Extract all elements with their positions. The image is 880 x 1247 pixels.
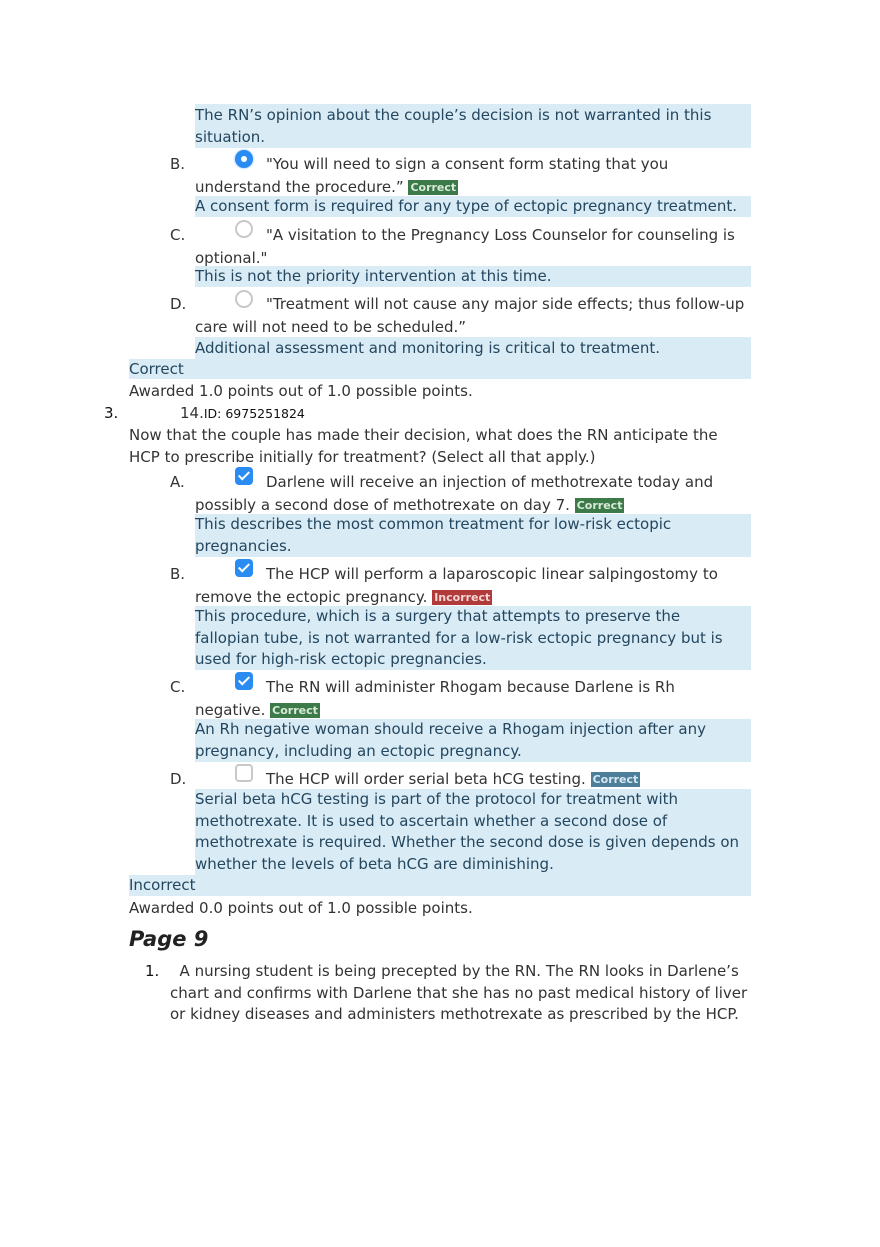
awarded-points: Awarded 1.0 points out of 1.0 possible points.: [129, 382, 473, 400]
q14-option-a-feedback: This describes the most common treatment for low-risk ectopic pregnancies.: [195, 514, 751, 557]
awarded-points: Awarded 0.0 points out of 1.0 possible points.: [129, 899, 473, 917]
q14-option-d-text: The HCP will order serial beta hCG testing. Correct: [266, 770, 639, 788]
q13-option-c-text: "A visitation to the Pregnancy Loss Counselor for counseling is optional.": [195, 226, 735, 267]
q13-option-d-feedback: Additional assessment and monitoring is critical to treatment.: [195, 337, 751, 359]
q13-option-d-text: "Treatment will not cause any major side effects; thus follow-up care will not need to be scheduled.”: [195, 295, 745, 336]
q13-option-b-letter: B.: [170, 155, 186, 173]
q13-option-d-letter: D.: [170, 295, 187, 313]
q14-option-a-letter: A.: [170, 473, 185, 491]
incorrect-badge: Incorrect: [434, 590, 491, 604]
list-number: 3.: [104, 404, 119, 422]
question-stem: A nursing student is being precepted by the RN. The RN looks in Darlene’s chart and confirms with Darlene that she has no past medical history of liver or kidney diseases and administers methotrexate as prescribed by the HCP.: [170, 962, 748, 1023]
q14-option-c-letter: C.: [170, 678, 186, 696]
q14-option-a-text: Darlene will receive an injection of methotrexate today and possibly a second dose of methotrexate on day 7. Correct: [195, 473, 714, 514]
correct-badge: Correct: [410, 180, 457, 194]
question-id: ID: 6975251824: [203, 406, 305, 421]
question-number: 14.ID: 6975251824: [180, 404, 305, 422]
list-number: 1.: [145, 962, 160, 980]
q13-option-a-feedback: The RN’s opinion about the couple’s decision is not warranted in this situation.: [195, 104, 751, 148]
q14-option-d-letter: D.: [170, 770, 187, 788]
q14-option-b-feedback: This procedure, which is a surgery that attempts to preserve the fallopian tube, is not warranted for a low-risk ectopic pregnancy but is used for high-risk ectopic pregnancies.: [195, 606, 751, 670]
question-stem: Now that the couple has made their decision, what does the RN anticipate the HCP to prescribe initially for treatment? (Select all that apply.): [129, 426, 718, 466]
question-status: Incorrect: [129, 875, 751, 896]
q13-option-b-text: "You will need to sign a consent form stating that you understand the procedure.” Correct: [195, 155, 669, 196]
q14-option-d-feedback: Serial beta hCG testing is part of the protocol for treatment with methotrexate. It is used to ascertain whether a second dose of methotrexate is required. Whether the second dose is given depends on whether the levels of beta hCG are diminishing.: [195, 789, 751, 875]
q14-option-b-letter: B.: [170, 565, 186, 583]
q13-option-c-feedback: This is not the priority intervention at this time.: [195, 266, 751, 287]
q13-option-b-feedback: A consent form is required for any type of ectopic pregnancy treatment.: [195, 196, 751, 217]
q14-option-c-text: The RN will administer Rhogam because Darlene is Rh negative. Correct: [195, 678, 675, 719]
q14-option-b-text: The HCP will perform a laparoscopic linear salpingostomy to remove the ectopic pregnancy. Incorrect: [195, 565, 718, 606]
q13-option-c-letter: C.: [170, 226, 186, 244]
correct-answer-badge: Correct: [592, 773, 639, 786]
correct-badge: Correct: [576, 498, 623, 512]
correct-badge: Correct: [272, 703, 318, 717]
question-status: Correct: [129, 359, 751, 379]
q14-option-c-feedback: An Rh negative woman should receive a Rhogam injection after any pregnancy, including an ectopic pregnancy.: [195, 719, 751, 762]
page-heading: Page 9: [129, 927, 209, 951]
